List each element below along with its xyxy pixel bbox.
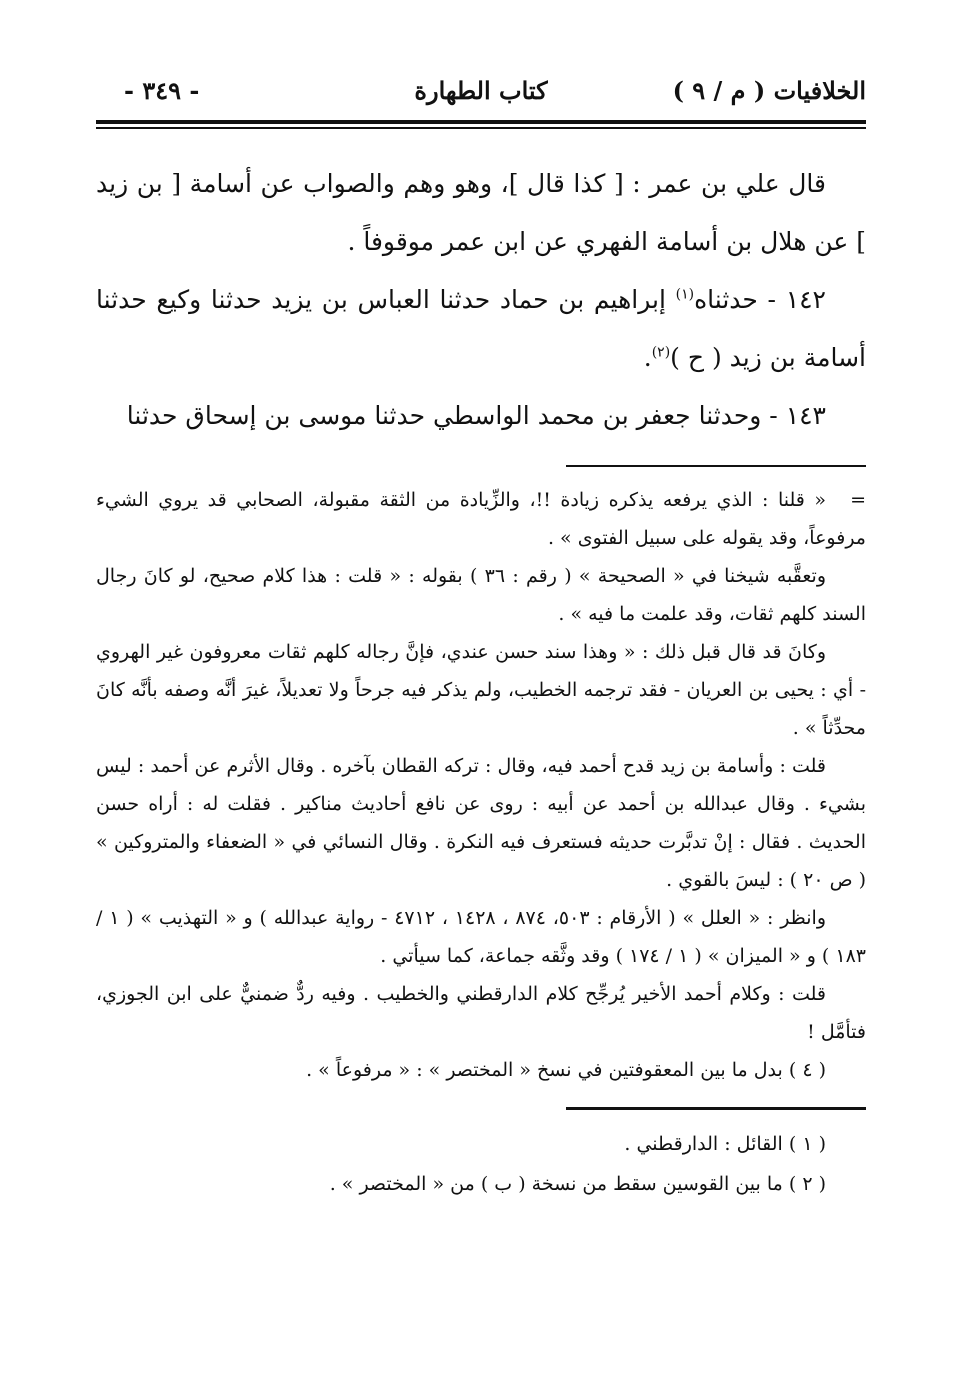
header-rule-thick [96,120,866,124]
main-text [96,155,866,445]
running-header [96,70,866,114]
footnote-1: ( ١ ) القائل : الدارقطني . [624,1132,826,1155]
book-title-header: الخلافيات ( م / ٩ ) [672,76,866,105]
notes-separator [566,465,866,468]
continued-notes [96,481,866,1089]
note-continuation [96,481,866,557]
footnotes-separator [566,1107,866,1110]
footnote-2: ( ٢ ) ما بين القوسين سقط من نسخة ( ب ) من « المختصر » . [329,1172,826,1195]
note-text-7: ( ٤ ) بدل ما بين المعقوفتين في نسخ « المختصر » : « مرفوعاً » . [306,1059,826,1081]
note-text-5: وانظر : « العلل » ( الأرقام : ٥٠٣، ٨٧٤ ، ١٤٢٨ ، ٤٧١٢ - رواية عبدالله ) و « التهذيب » ( ١ / ١٨٣ ) و « الميزان » ( ١ / ١٧٤ ) وقد وثَّقه جماعة، كما سيأتي . [96,907,866,967]
continuation-mark: = [850,489,866,511]
hadith-142-text: إبراهيم بن حماد حدثنا العباس بن يزيد حدثنا وكيع حدثنا أسامة بن زيد ( ح ) [96,284,866,372]
chapter-title-header: كتاب الطهارة [414,76,548,105]
note-text-3: وكانَ قد قال قبل ذلك : « وهذا سند حسن عندي، فإنَّ رجاله كلهم ثقات معروفون غير الهروي - أي : يحيى بن العريان - فقد ترجمه الخطيب، ولم يذكر فيه جرحاً ولا تعديلاً، غيرَ أنَّه وصفه بأنَّه كانَ محدِّثاً » . [96,641,866,739]
footnote-ref-1: (١) [675,286,695,303]
note-text-2: وتعقَّبه شيخنا في « الصحيحة » ( رقم : ٣٦ ) بقوله : « قلت : هذا كلام صحيح، لو كانَ رجال السند كلهم ثقات، وقد علمت ما فيه » . [96,565,866,625]
note-text-6: قلت : وكلام أحمد الأخير يُرجِّح كلام الدارقطني والخطيب . وفيه ردٌّ ضمنيٌّ على ابن الجوزي، فتأمَّل ! [96,983,866,1043]
main-paragraph-2 [96,271,866,387]
main-paragraph-1: قال علي بن عمر : [ كذا قال ]، وهو وهم والصواب عن أسامة [ بن زيد ] عن هلال بن أسامة الفهري عن ابن عمر موقوفاً . [96,168,866,256]
note-text-4: قلت : وأسامة بن زيد قدح أحمد فيه، وقال : تركه القطان بآخره . وقال الأثرم عن أحمد : ليس بشيء . وقال عبدالله بن أحمد عن أبيه : روى عن نافع أحاديث مناكير . فقلت له : أراه حسن الحديث . فقال : إنْ تدبَّرت حديثه فستعرف فيه النكرة . وقال النسائي في « الضعفاء والمتروكين » ( ص ٢٠ ) : ليسَ بالقوي . [96,755,866,891]
note-text-1: « قلنا : الذي يرفعه يذكره زيادة !!، والزِّيادة من الثقة مقبولة، الصحابي قد يروي الشيء مرفوعاً، وقد يقوله على سبيل الفتوى » . [96,489,866,549]
header-rule-thin [96,127,866,129]
hadith-142-start: ١٤٢ - حدثناه [694,284,826,314]
book-page [96,70,866,1204]
hadith-142-end: . [643,342,652,372]
footnote-ref-2: (٢) [651,344,671,361]
main-paragraph-3: ١٤٣ - وحدثنا جعفر بن محمد الواسطي حدثنا موسى بن إسحاق حدثنا [126,400,826,430]
page-number: - ٣٤٩ - [124,76,200,105]
footnotes [96,1124,866,1204]
